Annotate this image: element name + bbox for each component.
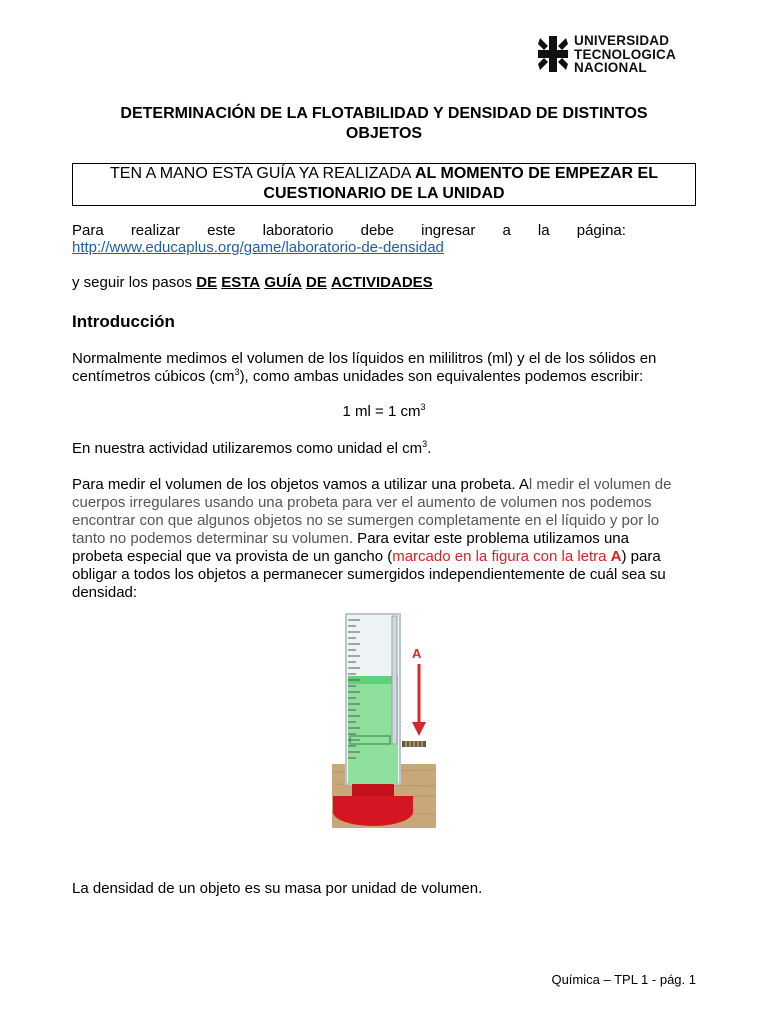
label-a: A — [412, 646, 422, 661]
steps-line: y seguir los pasos DE ESTA GUÍA DE ACTIVIDADES — [72, 274, 433, 291]
paragraph-density: La densidad de un objeto es su masa por unidad de volumen. — [72, 880, 483, 897]
document-title: DETERMINACIÓN DE LA FLOTABILIDAD Y DENSIDAD DE DISTINTOS OBJETOS — [120, 105, 648, 142]
utn-emblem-icon — [538, 36, 568, 72]
equation: 1 ml = 1 $cm^3$ — [342, 402, 426, 420]
cylinder-base-neck — [352, 784, 394, 796]
lab-link[interactable]: http://www.educaplus.org/game/laboratorio-de-densidad — [72, 239, 444, 256]
utn-logo — [538, 34, 698, 76]
notice-box: TEN A MANO ESTA GUÍA YA REALIZADA AL MOMENTO DE EMPEZAR EL CUESTIONARIO DE LA UNIDAD — [72, 163, 696, 206]
section-heading: Introducción — [72, 312, 175, 331]
utn-logo-text: UNIVERSIDAD TECNOLOGICA NACIONAL — [574, 33, 676, 75]
paragraph-probeta: Para medir el volumen de los objetos vamos a utilizar una probeta. Al medir el volumen de cuerpos irregulares usando una probeta para ver el aumento de volumen nos podemos encontrar con que algunos objetos no se sumergen completamente en el líquido y por lo tanto no podemos determinar su volumen. Para evitar este problema utilizamos una probeta especial que va provista de un gancho (marcado en la figura con la letra A) para obligar a todos los objetos a permanecer sumergidos independientemente de cuál sea su densidad: — [72, 476, 672, 601]
intro-line: Para realizar este laboratorio debe ingresar a la página: — [72, 222, 626, 239]
hook-rod — [392, 616, 397, 744]
paragraph-units: Normalmente medimos el volumen de los líquidos en mililitros (ml) y el de los sólidos en centímetros cúbicos $(cm^3)$, como ambas unidades son equivalentes podemos escribir: — [72, 350, 657, 385]
page-footer: Química – TPL 1 - pág. 1 — [551, 972, 696, 987]
graduated-cylinder-figure — [332, 612, 436, 828]
paragraph-unit: En nuestra actividad utilizaremos como unidad el $cm^3$. — [72, 439, 432, 457]
